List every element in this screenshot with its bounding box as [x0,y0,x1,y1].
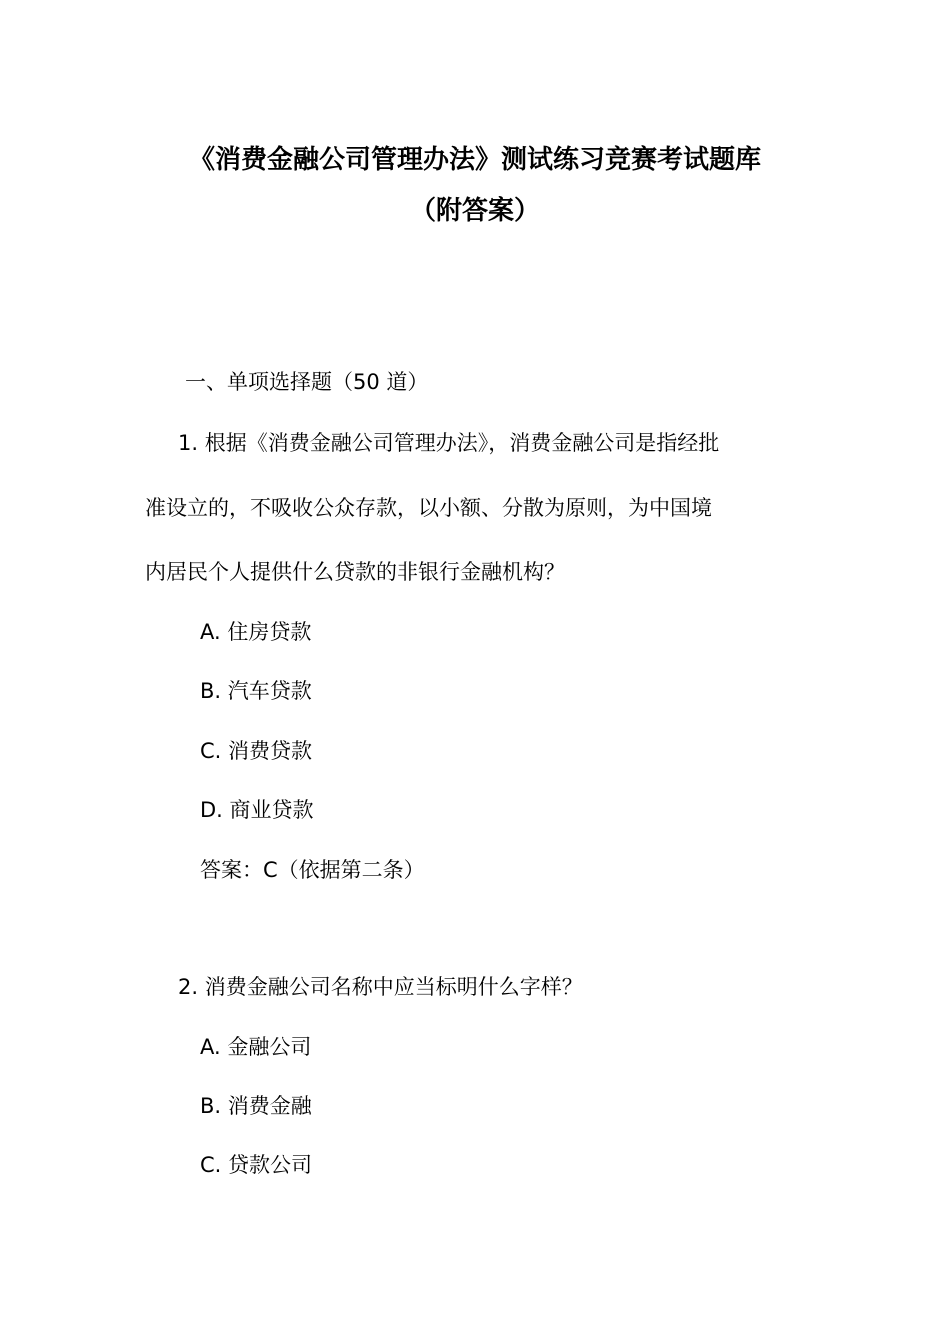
option-text: 消费金融 [227,1094,312,1118]
question-1-option-d [200,796,314,824]
option-text: 汽车贷款 [227,679,312,703]
question-2-option-b [200,1092,312,1120]
question-2-first-line [178,973,583,1001]
question-1-number: 1. [178,431,199,455]
option-label: C. [200,1153,222,1177]
option-label: B. [200,1094,222,1118]
question-2-option-c [200,1151,312,1179]
document-title-line-2: （附答案） [409,196,540,226]
option-text: 消费贷款 [228,739,313,763]
question-1-option-c [200,737,312,765]
option-label: A. [200,620,221,644]
question-1-answer: 答案：C（依据第二条） [200,858,425,882]
option-label: A. [200,1035,221,1059]
question-1-option-a [200,618,311,646]
question-1-text-line-2: 准设立的，不吸收公众存款，以小额、分散为原则，为中国境 [145,496,712,520]
option-label: D. [200,798,223,822]
option-text: 贷款公司 [228,1153,313,1177]
question-1-text-line-3: 内居民个人提供什么贷款的非银行金融机构？ [145,560,565,584]
question-1-text-line-1: 根据《消费金融公司管理办法》，消费金融公司是指经批 [204,431,720,455]
option-label: C. [200,739,222,763]
option-label: B. [200,679,222,703]
question-2-text-line-1: 消费金融公司名称中应当标明什么字样？ [204,975,583,999]
question-1-option-b [200,677,312,705]
section-heading: 一、单项选择题（50 道） [185,370,429,394]
question-1-first-line [178,429,719,457]
question-2-number: 2. [178,975,199,999]
option-text: 金融公司 [227,1035,312,1059]
document-title-line-1: 《消费金融公司管理办法》测试练习竞赛考试题库 [188,145,761,175]
option-text: 住房贷款 [227,620,312,644]
question-2-option-a [200,1033,311,1061]
option-text: 商业贷款 [229,798,314,822]
